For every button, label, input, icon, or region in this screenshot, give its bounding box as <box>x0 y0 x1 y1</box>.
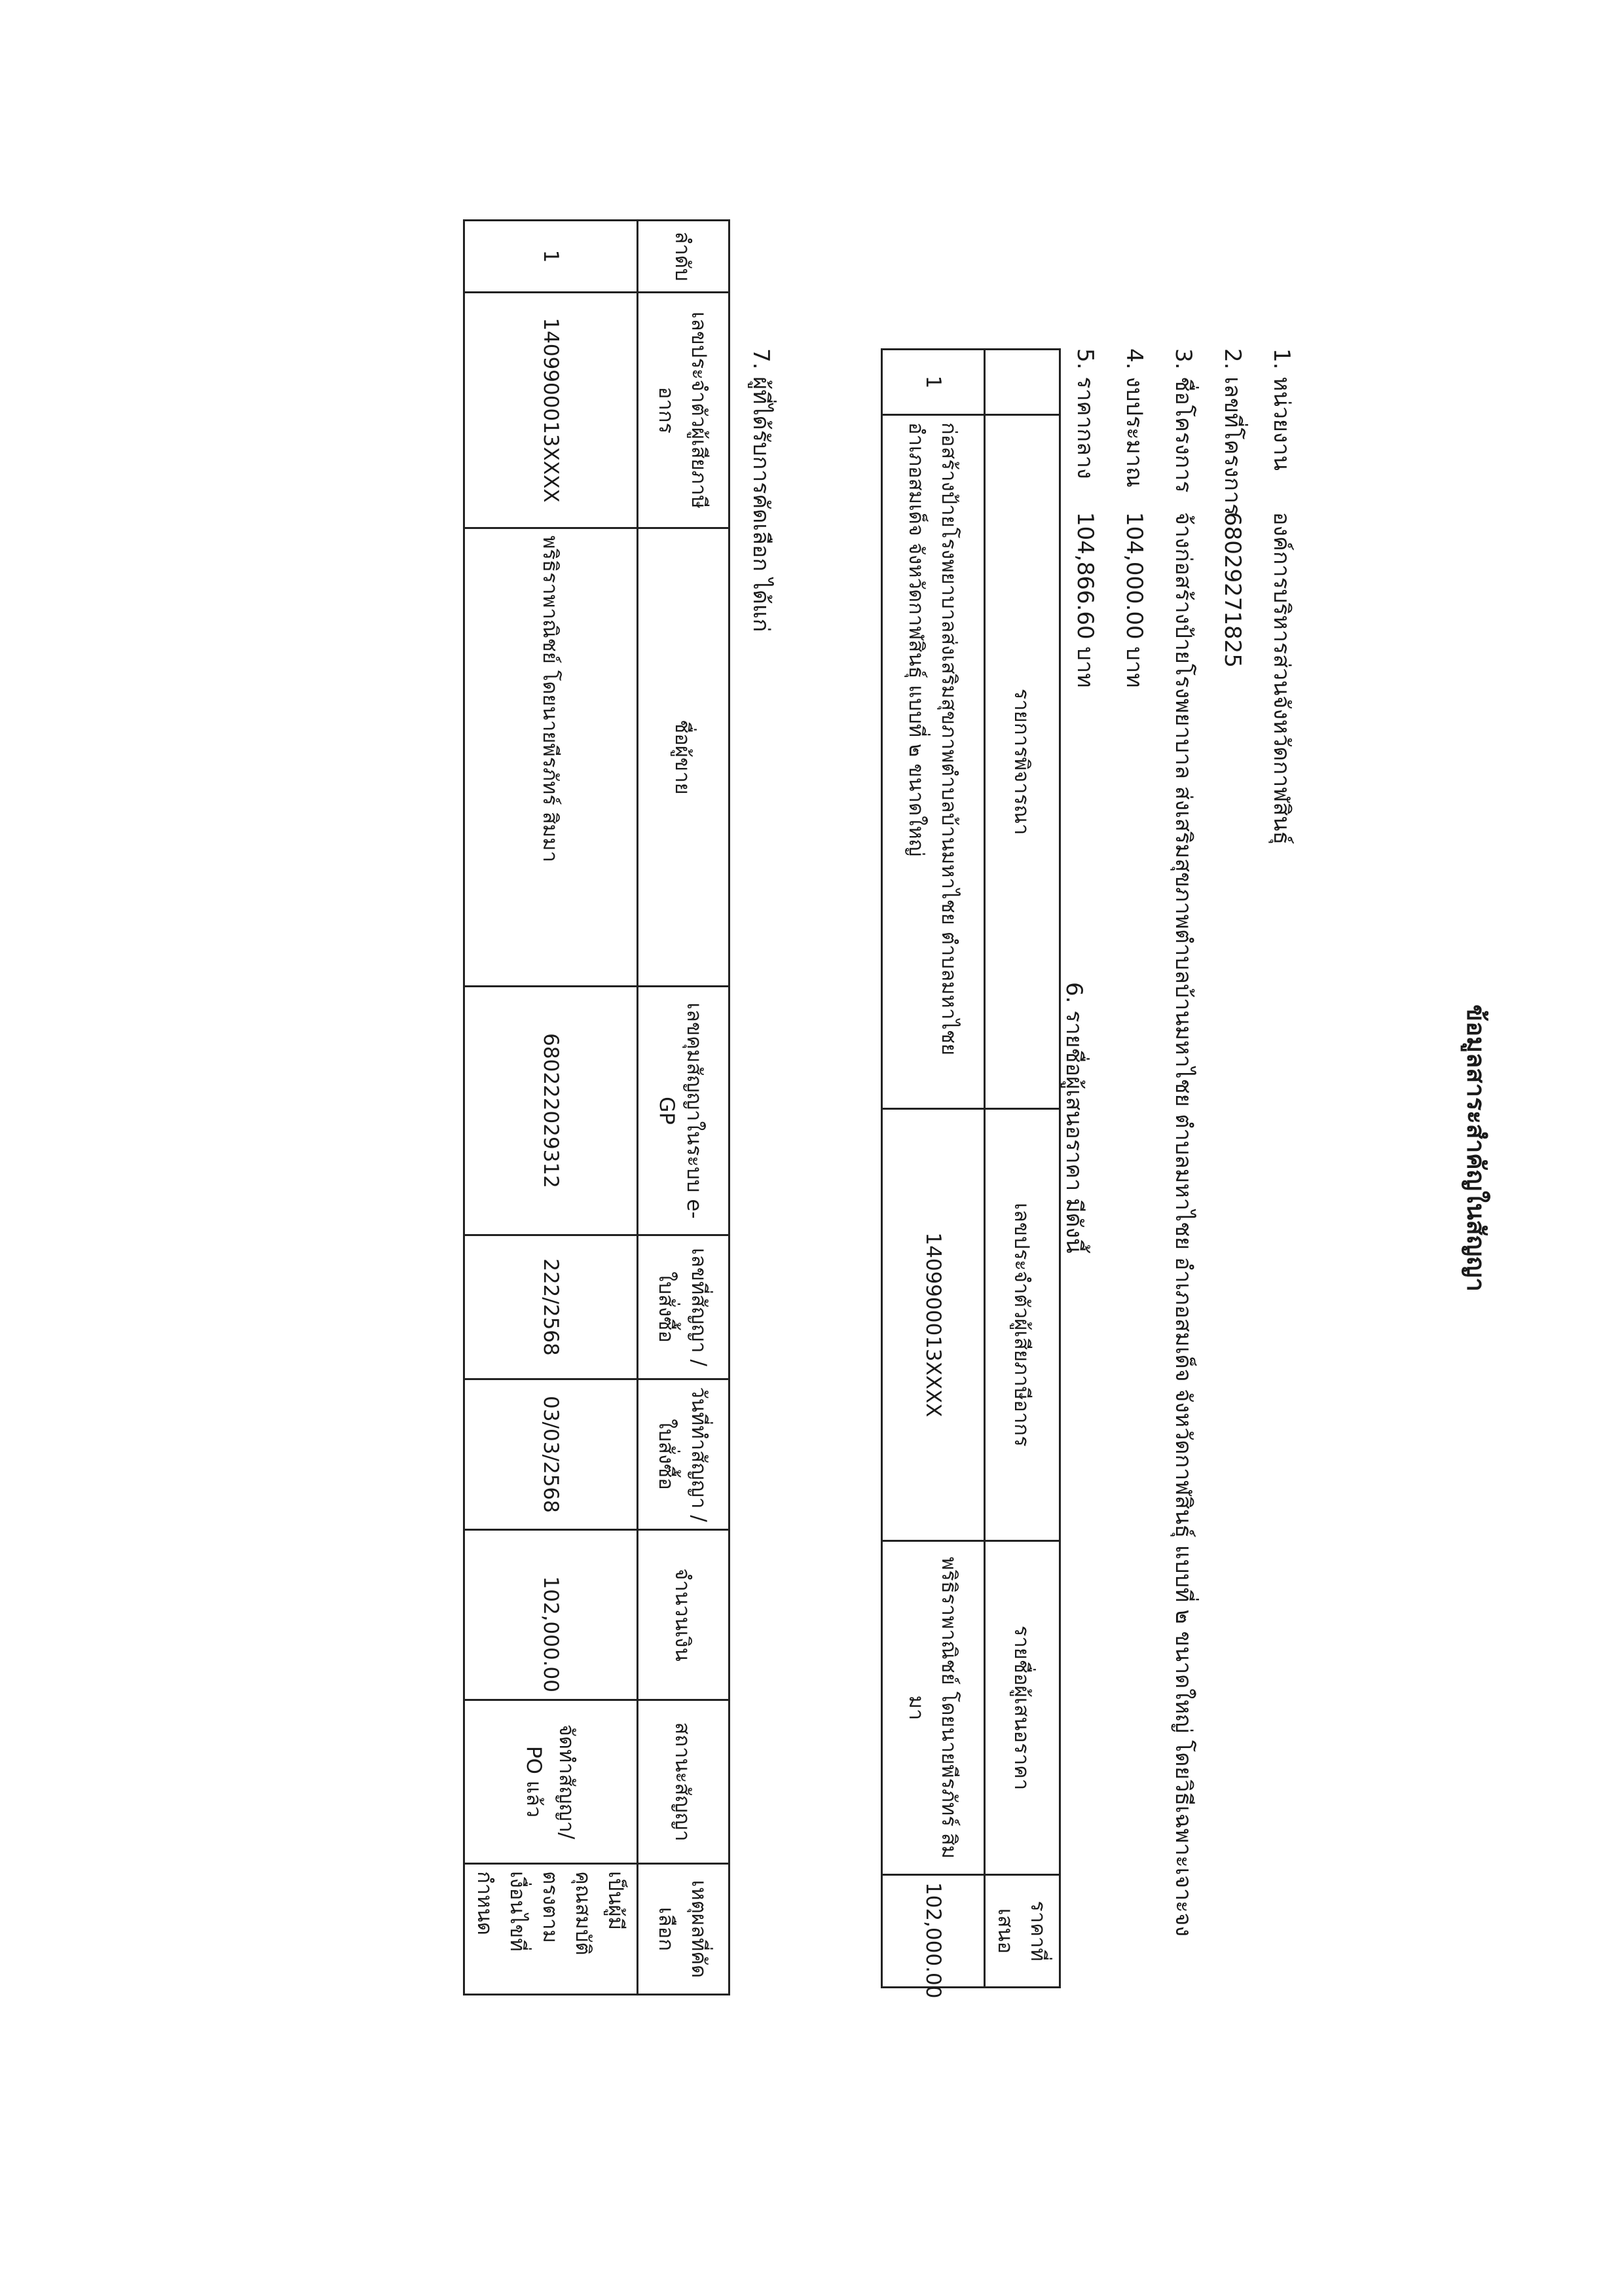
col-header: ชื่อผู้ขาย <box>638 528 729 987</box>
section7-heading: 7. ผู้ที่ได้รับการคัดเลือก ได้แก่ <box>748 348 774 632</box>
info-label: 1. หน่วยงาน <box>1268 348 1295 471</box>
bidders-table <box>881 348 1061 1999</box>
info-label: 4. งบประมาณ <box>1121 348 1147 488</box>
info-label: 5. ราคากลาง <box>1072 348 1098 479</box>
cell-amount: 102,000.00 <box>464 1530 638 1700</box>
col-header: ราคาที่เสนอ <box>985 1875 1060 1988</box>
cell-item: ก่อสร้างป้ายโรงพยาบาลส่งเสริมสุขภาพตำบลบ้านมหาไชย ตำบลมหาไชย อำเภอสมเด็จ จังหวัดกาฬสินธุ์ แบบที่ ๒ ขนาดใหญ่ <box>882 415 985 1109</box>
info-budget <box>1117 348 1153 688</box>
col-header: รายชื่อผู้เสนอราคา <box>985 1541 1060 1875</box>
table-row <box>882 350 985 1988</box>
cell-egp-number: 68022202931​2 <box>464 987 638 1235</box>
col-header: รายการพิจารณา <box>985 415 1060 1109</box>
col-header: เลขคุมสัญญาในระบบ e-GP <box>638 987 729 1235</box>
col-header: วันที่ทำสัญญา / ใบสั่งซื้อ <box>638 1379 729 1530</box>
cell-contract-number: 222/2568 <box>464 1235 638 1379</box>
cell-bidder: พริธิราพาณิชย์ โดยนายพีรภัทร์ สิมมา <box>882 1541 985 1875</box>
col-header: เหตุผลที่คัดเลือก <box>638 1864 729 1995</box>
cell-index: 1 <box>464 221 638 293</box>
cell-reason: เป็นผู้มีคุณสมบัติตรงตามเงื่อนไขที่กำหนด <box>464 1864 638 1995</box>
col-header: จำนวนเงิน <box>638 1530 729 1700</box>
col-header <box>985 350 1060 415</box>
col-header: เลขประจำตัวผู้เสียภาษีอากร <box>985 1109 1060 1541</box>
table-row <box>464 221 638 1995</box>
info-agency <box>1264 348 1300 845</box>
table-header-row <box>638 221 729 1995</box>
cell-tax-id: 1409900013XXXX <box>464 293 638 528</box>
page-title: ข้อมูลสาระสำคัญในสัญญา <box>1462 1004 1490 1292</box>
info-value: 68029271825 <box>1219 512 1246 668</box>
info-value: 104,000.00 บาท <box>1121 512 1147 688</box>
col-header: เลขที่สัญญา / ใบสั่งซื้อ <box>638 1235 729 1379</box>
info-label: 3. ชื่อโครงการ <box>1170 348 1196 493</box>
info-project-number <box>1215 348 1251 668</box>
cell-vendor: พริธิราพาณิชย์ โดยนายพีรภัทร์ สิมมา <box>464 528 638 987</box>
selected-vendor-table <box>463 219 730 1995</box>
col-header: ลำดับ <box>638 221 729 293</box>
info-value: จ้างก่อสร้างป้ายโรงพยาบาล ส่งเสริมสุขภาพตำบลบ้านมหาไชย ตำบลมหาไชย อำเภอสมเด็จ จังหวัดกาฬสินธุ์ แบบที่ ๒ ขนาดใหญ่ โดยวิธีเฉพาะเจาะจง <box>1170 512 1196 1937</box>
col-header: เลขประจำตัวผู้เสียภาษีอากร <box>638 293 729 528</box>
cell-contract-date: 03/03/2568 <box>464 1379 638 1530</box>
section6-heading: 6. รายชื่อผู้เสนอราคา มีดังนี้ <box>1061 982 1087 1254</box>
info-value: 104,866.60 บาท <box>1072 512 1098 688</box>
info-label: 2. เลขที่โครงการ <box>1219 348 1246 516</box>
info-project-name <box>1166 348 1202 1937</box>
table-header-row <box>985 350 1060 1988</box>
cell-index: 1 <box>882 350 985 415</box>
col-header: สถานะสัญญา <box>638 1700 729 1864</box>
cell-tax-id: 1409900013XXXX <box>882 1109 985 1541</box>
cell-price: 102,000.00 <box>882 1875 985 1988</box>
info-median-price <box>1068 348 1103 688</box>
info-value: องค์การบริหารส่วนจังหวัดกาฬสินธุ์ <box>1268 512 1295 845</box>
cell-status: จัดทำสัญญา/ PO แล้ว <box>464 1700 638 1864</box>
